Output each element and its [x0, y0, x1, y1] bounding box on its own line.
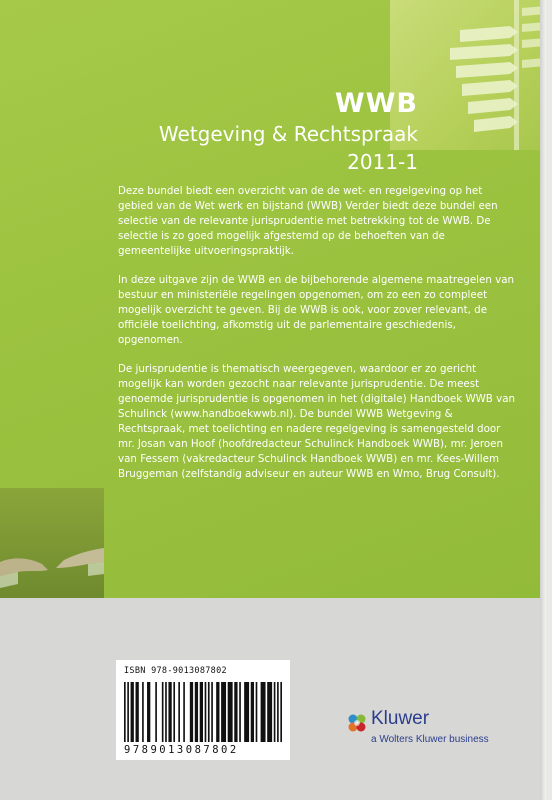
- handshake-photo: [0, 488, 104, 598]
- barcode-bar: [256, 682, 258, 742]
- barcode-bar: [155, 682, 157, 742]
- barcode-bar: [200, 682, 203, 742]
- barcode-bar: [124, 682, 126, 742]
- publisher-logo: [346, 700, 498, 750]
- barcode-bar: [190, 682, 193, 742]
- barcode-bar: [208, 682, 210, 742]
- isbn-number: ISBN 978-9013087802: [124, 666, 227, 676]
- page-edge: [540, 0, 546, 800]
- barcode-bar: [173, 682, 175, 742]
- blurb-paragraph: De jurisprudentie is thematisch weergegeven, waardoor er zo gericht mogelijk kan worden gezocht naar relevante jurisprudentie. De meest genoemde jurisprudentie is opgenomen in het (digitale) Handboek WWB van Schulinck (www.handboekwwb.nl). De bundel WWB Wetgeving & Rechtspraak, met toelichting en nadere regelgeving is samengesteld door mr. Josan van Hoof (hoofdredacteur Schulinck Handboek WWB), mr. Jeroen van Fessem (vakredacteur Schulinck Handboek WWB) en mr. Kees-Willem Bruggeman (zelfstandig adviseur en auteur WWB en Wmo, Brug Consult).: [118, 363, 516, 480]
- barcode-bar: [165, 682, 167, 742]
- barcode-bar: [131, 682, 134, 742]
- barcode-bar: [221, 682, 226, 742]
- barcode-bar: [142, 682, 144, 742]
- kluwer-logo-icon: [346, 712, 368, 734]
- barcode-bar: [205, 682, 207, 742]
- ean-number: 9789013087802: [124, 744, 239, 756]
- barcode-bar: [228, 682, 233, 742]
- blurb-paragraph: In deze uitgave zijn de WWB en de bijbehorende algemene maatregelen van bestuur en ministeriële regelingen opgenomen, om zo een zo compleet mogelijk overzicht te geven. Bij de WWB is ook, voor zover relevant, de officiële toelichting, afkomstig uit de parlementaire geschiedenis, opgenomen.: [118, 274, 515, 346]
- barcode-bar: [280, 682, 282, 742]
- publisher-tagline: a Wolters Kluwer business: [371, 734, 489, 745]
- publisher-name: Kluwer: [371, 708, 430, 729]
- barcode-bar: [211, 682, 213, 742]
- barcode-bar: [277, 682, 279, 742]
- barcode-bar: [162, 682, 164, 742]
- barcode-bar: [267, 682, 272, 742]
- barcode-bar: [261, 682, 266, 742]
- barcode-bar: [127, 682, 129, 742]
- barcode-bar: [251, 682, 254, 742]
- book-title: WWB: [334, 88, 418, 119]
- blurb-paragraph: Deze bundel biedt een overzicht van de de wet- en regelgeving op het gebied van de Wet werk en bijstand (WWB) Verder biedt deze bundel een selectie van de relevante jurisprudentie met betrekking tot de WWB. De selectie is zo goed mogelijk afgestemd op de behoeften van de gemeentelijke uitvoeringspraktijk.: [118, 185, 498, 257]
- book-year: 2011-1: [347, 150, 418, 174]
- book-subtitle: Wetgeving & Rechtspraak: [158, 122, 418, 146]
- barcode-bar: [136, 682, 139, 742]
- barcode-bar: [274, 682, 276, 742]
- barcode-bar: [244, 682, 249, 742]
- handshake-icon: [0, 488, 104, 598]
- barcode-bar: [239, 682, 241, 742]
- barcode-bar: [195, 682, 198, 742]
- barcode-bar: [147, 682, 150, 742]
- barcode-bar: [178, 682, 180, 742]
- barcode-bar: [234, 682, 237, 742]
- barcode-label: [116, 660, 290, 760]
- title-block: [159, 88, 418, 176]
- barcode-bar: [168, 682, 171, 742]
- barcode-icon: [124, 682, 282, 742]
- barcode-bar: [216, 682, 219, 742]
- blurb: [118, 184, 516, 496]
- barcode-bar: [183, 682, 185, 742]
